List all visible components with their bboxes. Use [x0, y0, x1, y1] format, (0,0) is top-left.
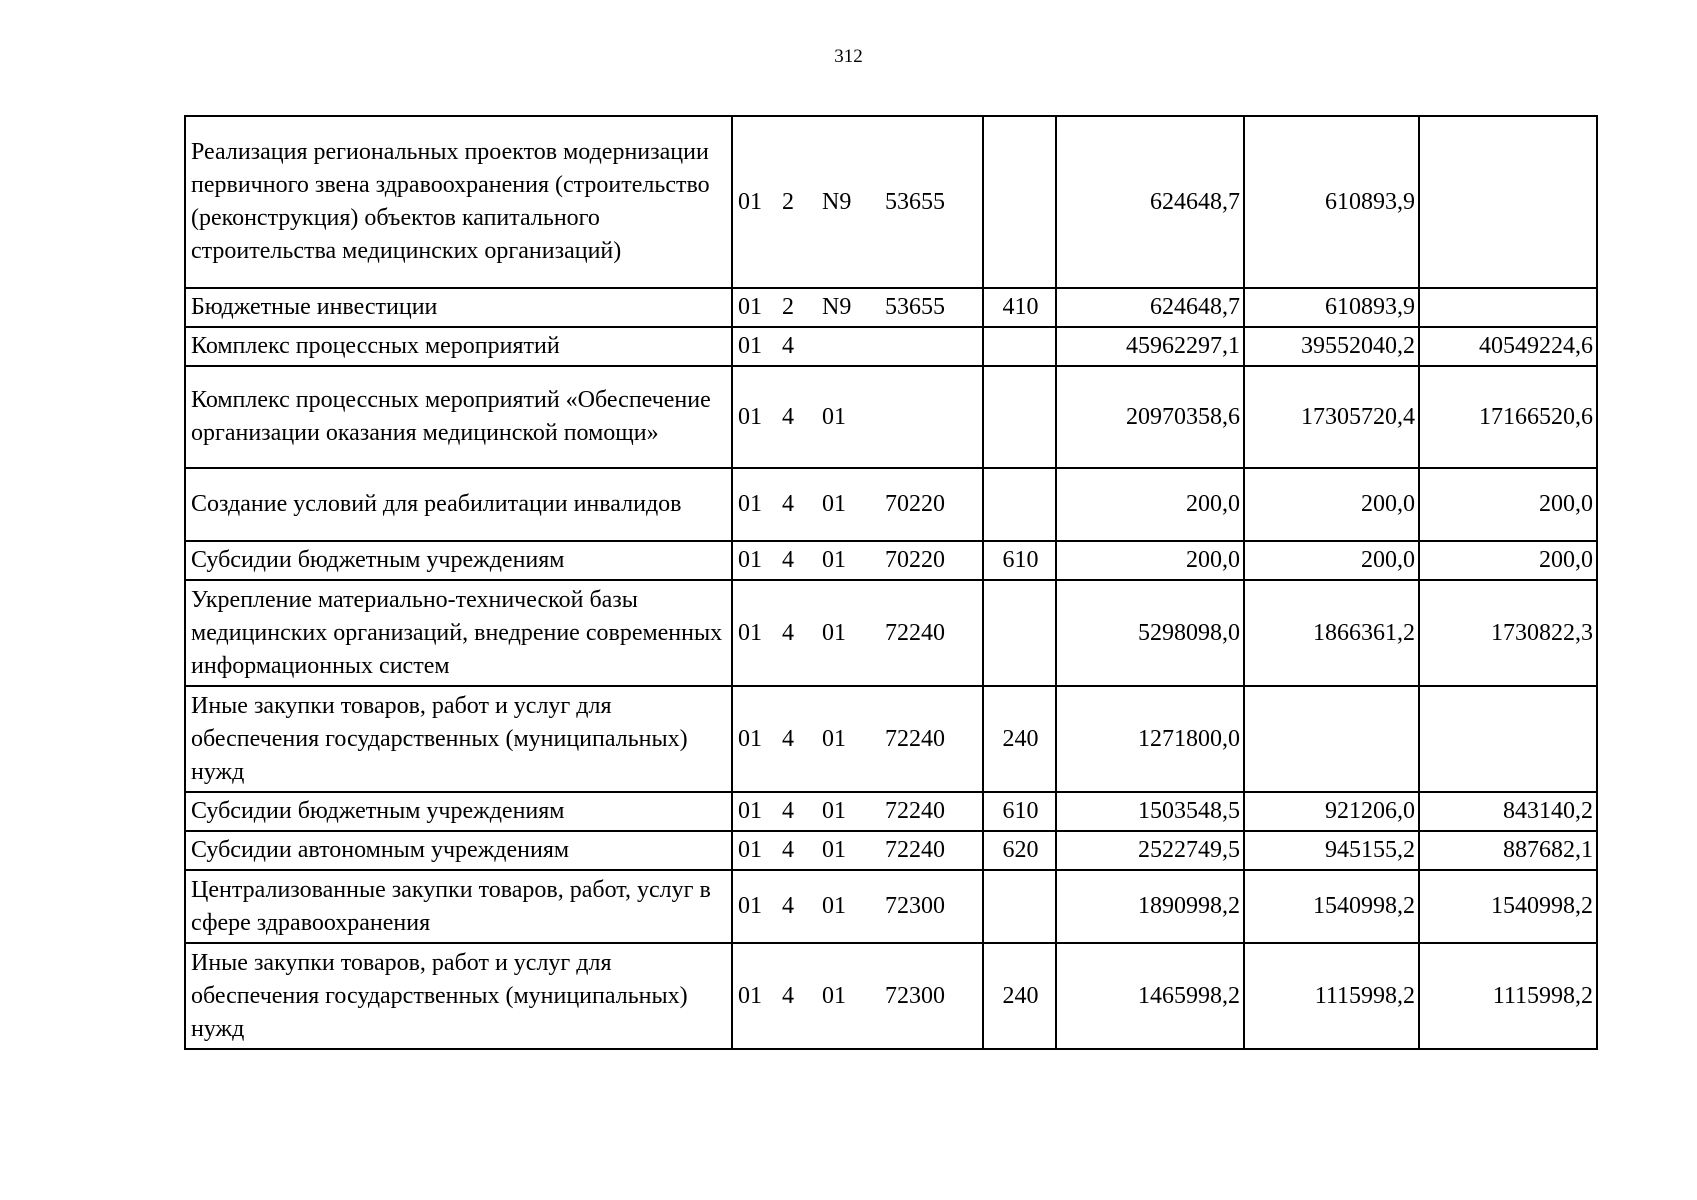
article-code: 72240 [885, 619, 945, 646]
expense-type-code: 610 [983, 792, 1056, 831]
program-code: 01 [738, 893, 762, 919]
amount-year-1: 20970358,6 [1056, 366, 1244, 468]
row-name: Субсидии бюджетным учреждениям [185, 792, 732, 831]
subprogram-code: 2 [782, 294, 794, 320]
row-name: Централизованные закупки товаров, работ, услуг в сфере здравоохранения [185, 870, 732, 943]
expense-type-code [983, 366, 1056, 468]
program-code: 01 [738, 619, 762, 646]
expense-type-code [983, 870, 1056, 943]
subprogram-code: 4 [782, 982, 794, 1009]
amount-year-3: 843140,2 [1419, 792, 1597, 831]
amount-year-2: 200,0 [1244, 541, 1419, 580]
amount-year-2: 610893,9 [1244, 288, 1419, 327]
article-code: 72300 [885, 982, 945, 1009]
amount-year-3: 200,0 [1419, 468, 1597, 541]
table-row [185, 580, 1597, 686]
direction-code: 01 [822, 982, 846, 1009]
amount-year-1: 45962297,1 [1056, 327, 1244, 366]
expense-type-code [983, 327, 1056, 366]
table-row [185, 541, 1597, 580]
amount-year-3: 40549224,6 [1419, 327, 1597, 366]
table-row [185, 116, 1597, 288]
expense-type-code [983, 116, 1056, 288]
program-code: 01 [738, 547, 762, 573]
direction-code: 01 [822, 547, 846, 573]
direction-code: N9 [822, 294, 852, 320]
direction-code: N9 [822, 188, 852, 215]
direction-code: 01 [822, 837, 846, 863]
article-code: 53655 [885, 188, 945, 215]
amount-year-3: 1540998,2 [1419, 870, 1597, 943]
subprogram-code: 4 [782, 837, 794, 863]
row-name: Бюджетные инвестиции [185, 288, 732, 327]
amount-year-3 [1419, 116, 1597, 288]
amount-year-2: 39552040,2 [1244, 327, 1419, 366]
amount-year-3 [1419, 288, 1597, 327]
row-name: Укрепление материально-технической базы медицинских организаций, внедрение современных информационных систем [185, 580, 732, 686]
expense-type-code: 620 [983, 831, 1056, 870]
amount-year-3: 887682,1 [1419, 831, 1597, 870]
amount-year-1: 624648,7 [1056, 116, 1244, 288]
amount-year-3: 200,0 [1419, 541, 1597, 580]
row-code [732, 288, 983, 327]
article-code: 72240 [885, 798, 945, 824]
amount-year-1: 1890998,2 [1056, 870, 1244, 943]
row-code [732, 366, 983, 468]
row-name: Комплекс процессных мероприятий «Обеспечение организации оказания медицинской помощи» [185, 366, 732, 468]
amount-year-2: 1115998,2 [1244, 943, 1419, 1049]
table-row [185, 870, 1597, 943]
program-code: 01 [738, 491, 762, 517]
article-code: 53655 [885, 294, 945, 320]
row-code [732, 580, 983, 686]
table-row [185, 468, 1597, 541]
amount-year-2: 945155,2 [1244, 831, 1419, 870]
expense-type-code: 240 [983, 686, 1056, 792]
direction-code: 01 [822, 798, 846, 824]
direction-code: 01 [822, 725, 846, 752]
program-code: 01 [738, 188, 762, 215]
amount-year-2: 1540998,2 [1244, 870, 1419, 943]
row-code [732, 831, 983, 870]
article-code: 72300 [885, 893, 945, 919]
row-code [732, 541, 983, 580]
article-code: 72240 [885, 837, 945, 863]
row-name: Иные закупки товаров, работ и услуг для обеспечения государственных (муниципальных) нужд [185, 686, 732, 792]
program-code: 01 [738, 837, 762, 863]
program-code: 01 [738, 982, 762, 1009]
subprogram-code: 4 [782, 725, 794, 752]
program-code: 01 [738, 333, 762, 359]
direction-code: 01 [822, 893, 846, 919]
amount-year-1: 624648,7 [1056, 288, 1244, 327]
table-row [185, 366, 1597, 468]
amount-year-1: 5298098,0 [1056, 580, 1244, 686]
amount-year-2: 610893,9 [1244, 116, 1419, 288]
subprogram-code: 4 [782, 333, 794, 359]
subprogram-code: 2 [782, 188, 794, 215]
direction-code: 01 [822, 619, 846, 646]
row-code [732, 468, 983, 541]
table-row [185, 831, 1597, 870]
expense-type-code [983, 580, 1056, 686]
table-row [185, 792, 1597, 831]
amount-year-1: 1465998,2 [1056, 943, 1244, 1049]
table-row [185, 288, 1597, 327]
table-row [185, 943, 1597, 1049]
expense-type-code: 240 [983, 943, 1056, 1049]
row-name: Реализация региональных проектов модернизации первичного звена здравоохранения (строительство (реконструкция) объектов капитального строительства медицинских организаций) [185, 116, 732, 288]
amount-year-3: 17166520,6 [1419, 366, 1597, 468]
amount-year-2: 921206,0 [1244, 792, 1419, 831]
subprogram-code: 4 [782, 491, 794, 517]
table-row [185, 686, 1597, 792]
row-name: Создание условий для реабилитации инвалидов [185, 468, 732, 541]
article-code: 70220 [885, 491, 945, 517]
amount-year-3 [1419, 686, 1597, 792]
amount-year-1: 200,0 [1056, 468, 1244, 541]
row-code [732, 327, 983, 366]
row-name: Субсидии автономным учреждениям [185, 831, 732, 870]
amount-year-3: 1730822,3 [1419, 580, 1597, 686]
program-code: 01 [738, 403, 762, 430]
amount-year-1: 1271800,0 [1056, 686, 1244, 792]
row-name: Иные закупки товаров, работ и услуг для обеспечения государственных (муниципальных) нужд [185, 943, 732, 1049]
expense-type-code: 610 [983, 541, 1056, 580]
amount-year-1: 200,0 [1056, 541, 1244, 580]
budget-table [184, 115, 1598, 1050]
subprogram-code: 4 [782, 893, 794, 919]
table-row [185, 327, 1597, 366]
row-code [732, 116, 983, 288]
amount-year-2 [1244, 686, 1419, 792]
page-number: 312 [834, 46, 863, 67]
article-code: 70220 [885, 547, 945, 573]
program-code: 01 [738, 798, 762, 824]
article-code: 72240 [885, 725, 945, 752]
amount-year-2: 17305720,4 [1244, 366, 1419, 468]
row-code [732, 792, 983, 831]
expense-type-code: 410 [983, 288, 1056, 327]
subprogram-code: 4 [782, 798, 794, 824]
amount-year-2: 1866361,2 [1244, 580, 1419, 686]
amount-year-1: 1503548,5 [1056, 792, 1244, 831]
amount-year-3: 1115998,2 [1419, 943, 1597, 1049]
budget-table-body [185, 116, 1597, 1049]
subprogram-code: 4 [782, 547, 794, 573]
row-name: Субсидии бюджетным учреждениям [185, 541, 732, 580]
subprogram-code: 4 [782, 403, 794, 430]
program-code: 01 [738, 294, 762, 320]
program-code: 01 [738, 725, 762, 752]
row-name: Комплекс процессных мероприятий [185, 327, 732, 366]
direction-code: 01 [822, 403, 846, 430]
direction-code: 01 [822, 491, 846, 517]
amount-year-2: 200,0 [1244, 468, 1419, 541]
row-code [732, 870, 983, 943]
amount-year-1: 2522749,5 [1056, 831, 1244, 870]
expense-type-code [983, 468, 1056, 541]
row-code [732, 943, 983, 1049]
row-code [732, 686, 983, 792]
subprogram-code: 4 [782, 619, 794, 646]
